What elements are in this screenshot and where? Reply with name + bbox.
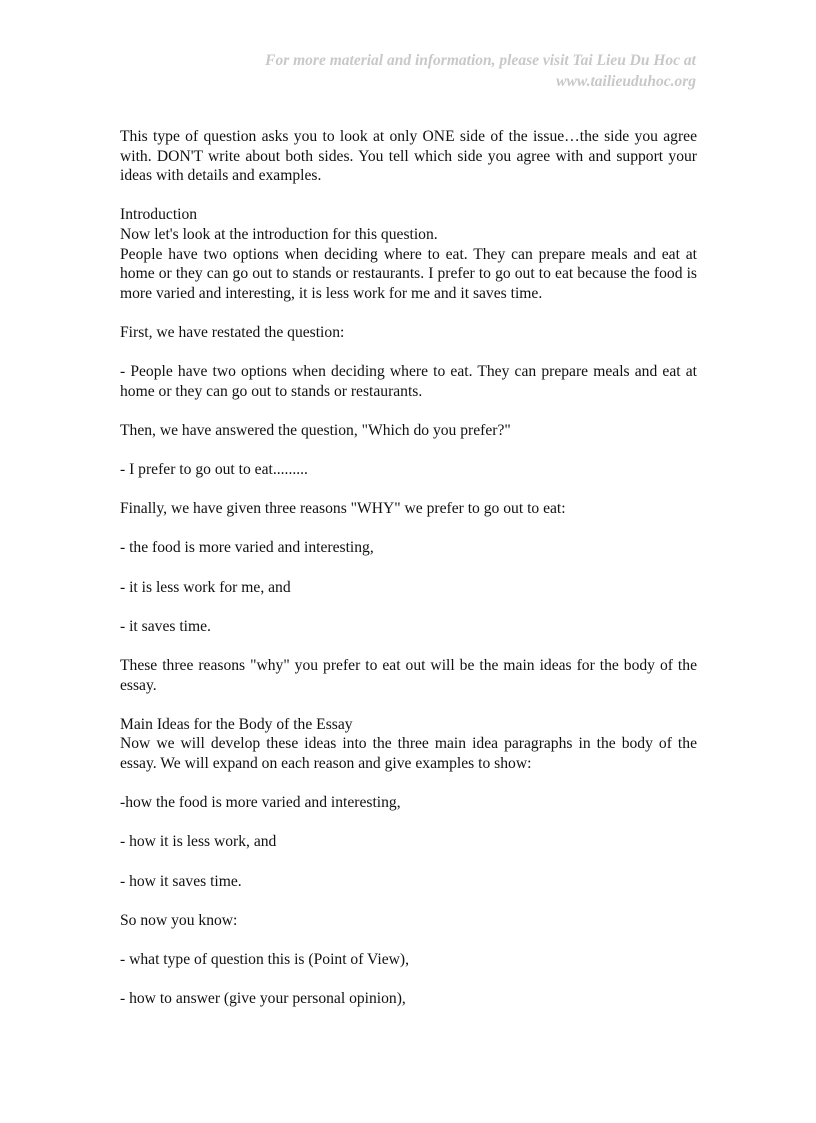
introduction-heading: Introduction (120, 206, 198, 224)
show-item-3: - how it saves time. (120, 872, 242, 890)
main-ideas-heading: Main Ideas for the Body of the Essay (120, 715, 353, 733)
introduction-text: People have two options when deciding where to eat. They can prepare meals and eat at home or they can go out to stands or restaurants. I prefer to go out to eat because the food is more varied and interesting, it is less work for me and it saves time. (120, 245, 697, 302)
reasons-summary: These three reasons "why" you prefer to eat out will be the main ideas for the body of the essay. (120, 657, 697, 694)
main-ideas-text: Now we will develop these ideas into the three main idea paragraphs in the body of the essay. We will expand on each reason and give examples to show: (120, 735, 697, 772)
show-item-2: - how it is less work, and (120, 833, 277, 851)
page-header (176, 50, 696, 92)
know-item-1: - what type of question this is (Point of View), (120, 950, 409, 968)
know-item-2: - how to answer (give your personal opinion), (120, 990, 406, 1008)
restated-lead: First, we have restated the question: (120, 323, 345, 341)
document-body (120, 127, 697, 1009)
reasons-lead: Finally, we have given three reasons "WHY" we prefer to go out to eat: (120, 500, 566, 518)
intro-paragraph: This type of question asks you to look at only ONE side of the issue…the side you agree with. DON'T write about both sides. You tell which side you agree with and support your ideas with details and examples. (120, 128, 697, 185)
reason-item-2: - it is less work for me, and (120, 578, 291, 596)
answered-lead: Then, we have answered the question, "Which do you prefer?" (120, 421, 511, 439)
restated-quote: - People have two options when deciding where to eat. They can prepare meals and eat at home or they can go out to stands or restaurants. (120, 363, 697, 400)
header-line-1: For more material and information, please visit Tai Lieu Du Hoc at (265, 52, 696, 69)
reason-item-1: - the food is more varied and interesting, (120, 539, 374, 557)
header-website: www.tailieuduhoc.org (556, 73, 696, 90)
show-item-1: -how the food is more varied and interesting, (120, 794, 401, 812)
know-lead: So now you know: (120, 911, 238, 929)
reason-item-3: - it saves time. (120, 617, 211, 635)
introduction-lead: Now let's look at the introduction for this question. (120, 225, 438, 243)
answered-quote: - I prefer to go out to eat......... (120, 461, 308, 479)
